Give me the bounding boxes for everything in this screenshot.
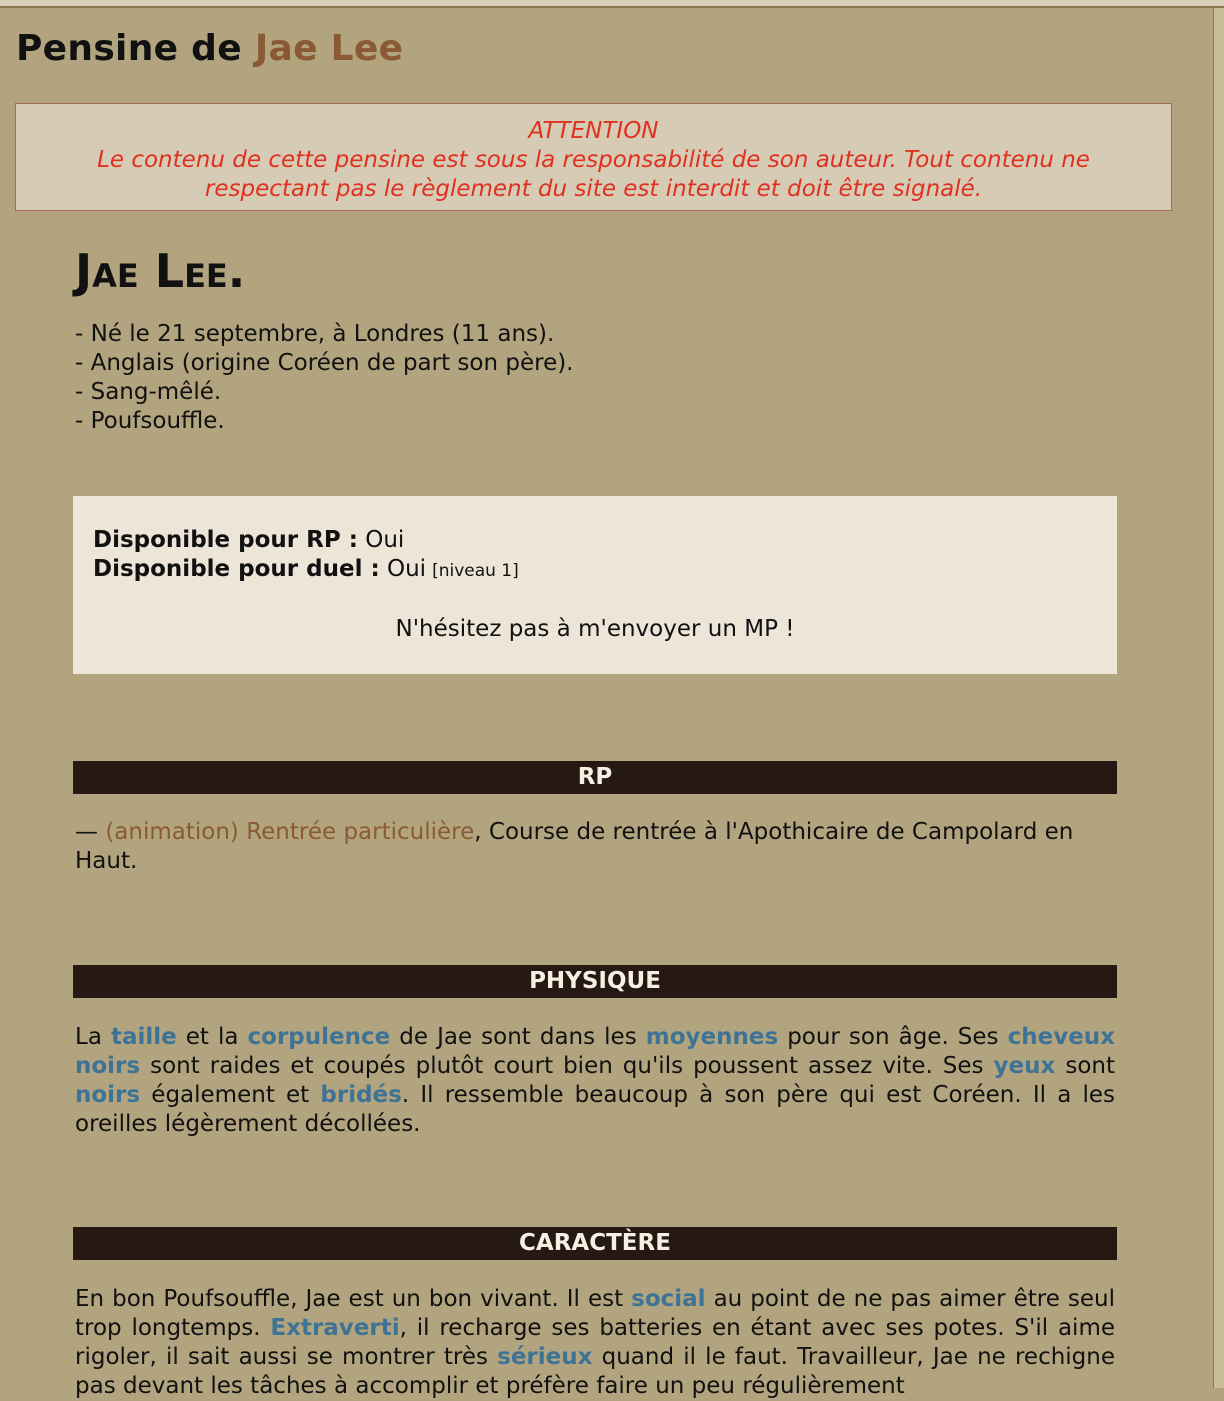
section-header-physique: PHYSIQUE — [73, 965, 1117, 998]
character-facts — [75, 320, 574, 436]
rp-dash: — — [75, 819, 98, 845]
highlight-taille: taille — [110, 1024, 177, 1050]
physique-t1: La — [75, 1024, 102, 1050]
character-name: Jae Lee. — [75, 244, 246, 298]
caractere-t2: au point de ne pas aimer être seul trop longtemps. — [75, 1286, 1115, 1341]
rp-value: Oui — [365, 527, 405, 553]
fact-blood: - Sang-mêlé. — [75, 379, 222, 405]
rp-text: , Course de rentrée à l'Apothicaire de Campolard en Haut. — [75, 819, 1074, 874]
availability-box — [73, 496, 1117, 674]
attention-line-2: respectant pas le règlement du site est interdit et doit être signalé. — [204, 176, 983, 202]
top-border — [0, 0, 1224, 8]
physique-t7: également et — [151, 1082, 310, 1108]
highlight-yeux: yeux — [993, 1053, 1056, 1079]
physique-t4: pour son âge. Ses — [787, 1024, 999, 1050]
owner-name[interactable]: Jae Lee — [254, 28, 404, 69]
highlight-noirs: noirs — [75, 1082, 141, 1108]
physique-t3: de Jae sont dans les — [399, 1024, 637, 1050]
physique-text — [75, 1023, 1115, 1139]
section-header-rp: RP — [73, 761, 1117, 794]
fact-house: - Poufsouffle. — [75, 408, 225, 434]
attention-title: ATTENTION — [528, 118, 659, 144]
duel-value: Oui — [386, 556, 427, 582]
duel-level: [niveau 1] — [432, 561, 519, 581]
physique-t8: . Il ressemble beaucoup à son père qui est Coréen. Il a les oreilles légèrement décollées. — [75, 1082, 1116, 1137]
attention-line-1: Le contenu de cette pensine est sous la responsabilité de son auteur. Tout contenu ne — [97, 147, 1090, 173]
page-title — [16, 28, 403, 69]
rp-entry — [75, 818, 1115, 876]
availability-duel — [93, 555, 1097, 586]
highlight-serieux: sérieux — [497, 1344, 593, 1370]
availability-rp — [93, 526, 1097, 555]
duel-label: Disponible pour duel : — [93, 556, 380, 582]
physique-t5: sont raides et coupés plutôt court bien qu'ils poussent assez vite. Ses — [150, 1053, 984, 1079]
caractere-t4: quand il le faut. Travailleur, Jae ne rechigne pas devant les tâches à accomplir et préfère faire un peu régulièrement — [75, 1344, 1116, 1399]
contact-note: N'hésitez pas à m'envoyer un MP ! — [395, 616, 795, 642]
rp-link[interactable]: (animation) Rentrée particulière — [105, 819, 475, 845]
caractere-text — [75, 1285, 1115, 1401]
attention-notice — [15, 103, 1172, 211]
highlight-corpulence: corpulence — [247, 1024, 391, 1050]
highlight-cheveux: cheveux noirs — [75, 1024, 1116, 1079]
highlight-brides: bridés — [320, 1082, 402, 1108]
rp-label: Disponible pour RP : — [93, 527, 358, 553]
section-header-caractere: CARACTÈRE — [73, 1227, 1117, 1260]
physique-t2: et la — [185, 1024, 239, 1050]
caractere-t3: , il recharge ses batteries en étant avec ses potes. S'il aime rigoler, il sait aussi se montrer très — [75, 1315, 1116, 1370]
highlight-moyennes: moyennes — [645, 1024, 779, 1050]
highlight-extraverti: Extraverti — [270, 1315, 400, 1341]
fact-birth: - Né le 21 septembre, à Londres (11 ans). — [75, 321, 555, 347]
caractere-t1: En bon Poufsouffle, Jae est un bon vivant. Il est — [75, 1286, 624, 1312]
physique-t6: sont — [1065, 1053, 1116, 1079]
page-title-prefix: Pensine de — [16, 28, 242, 69]
fact-nationality: - Anglais (origine Coréen de part son père). — [75, 350, 574, 376]
page-scrollbar[interactable] — [1213, 8, 1224, 1388]
highlight-social: social — [631, 1286, 706, 1312]
